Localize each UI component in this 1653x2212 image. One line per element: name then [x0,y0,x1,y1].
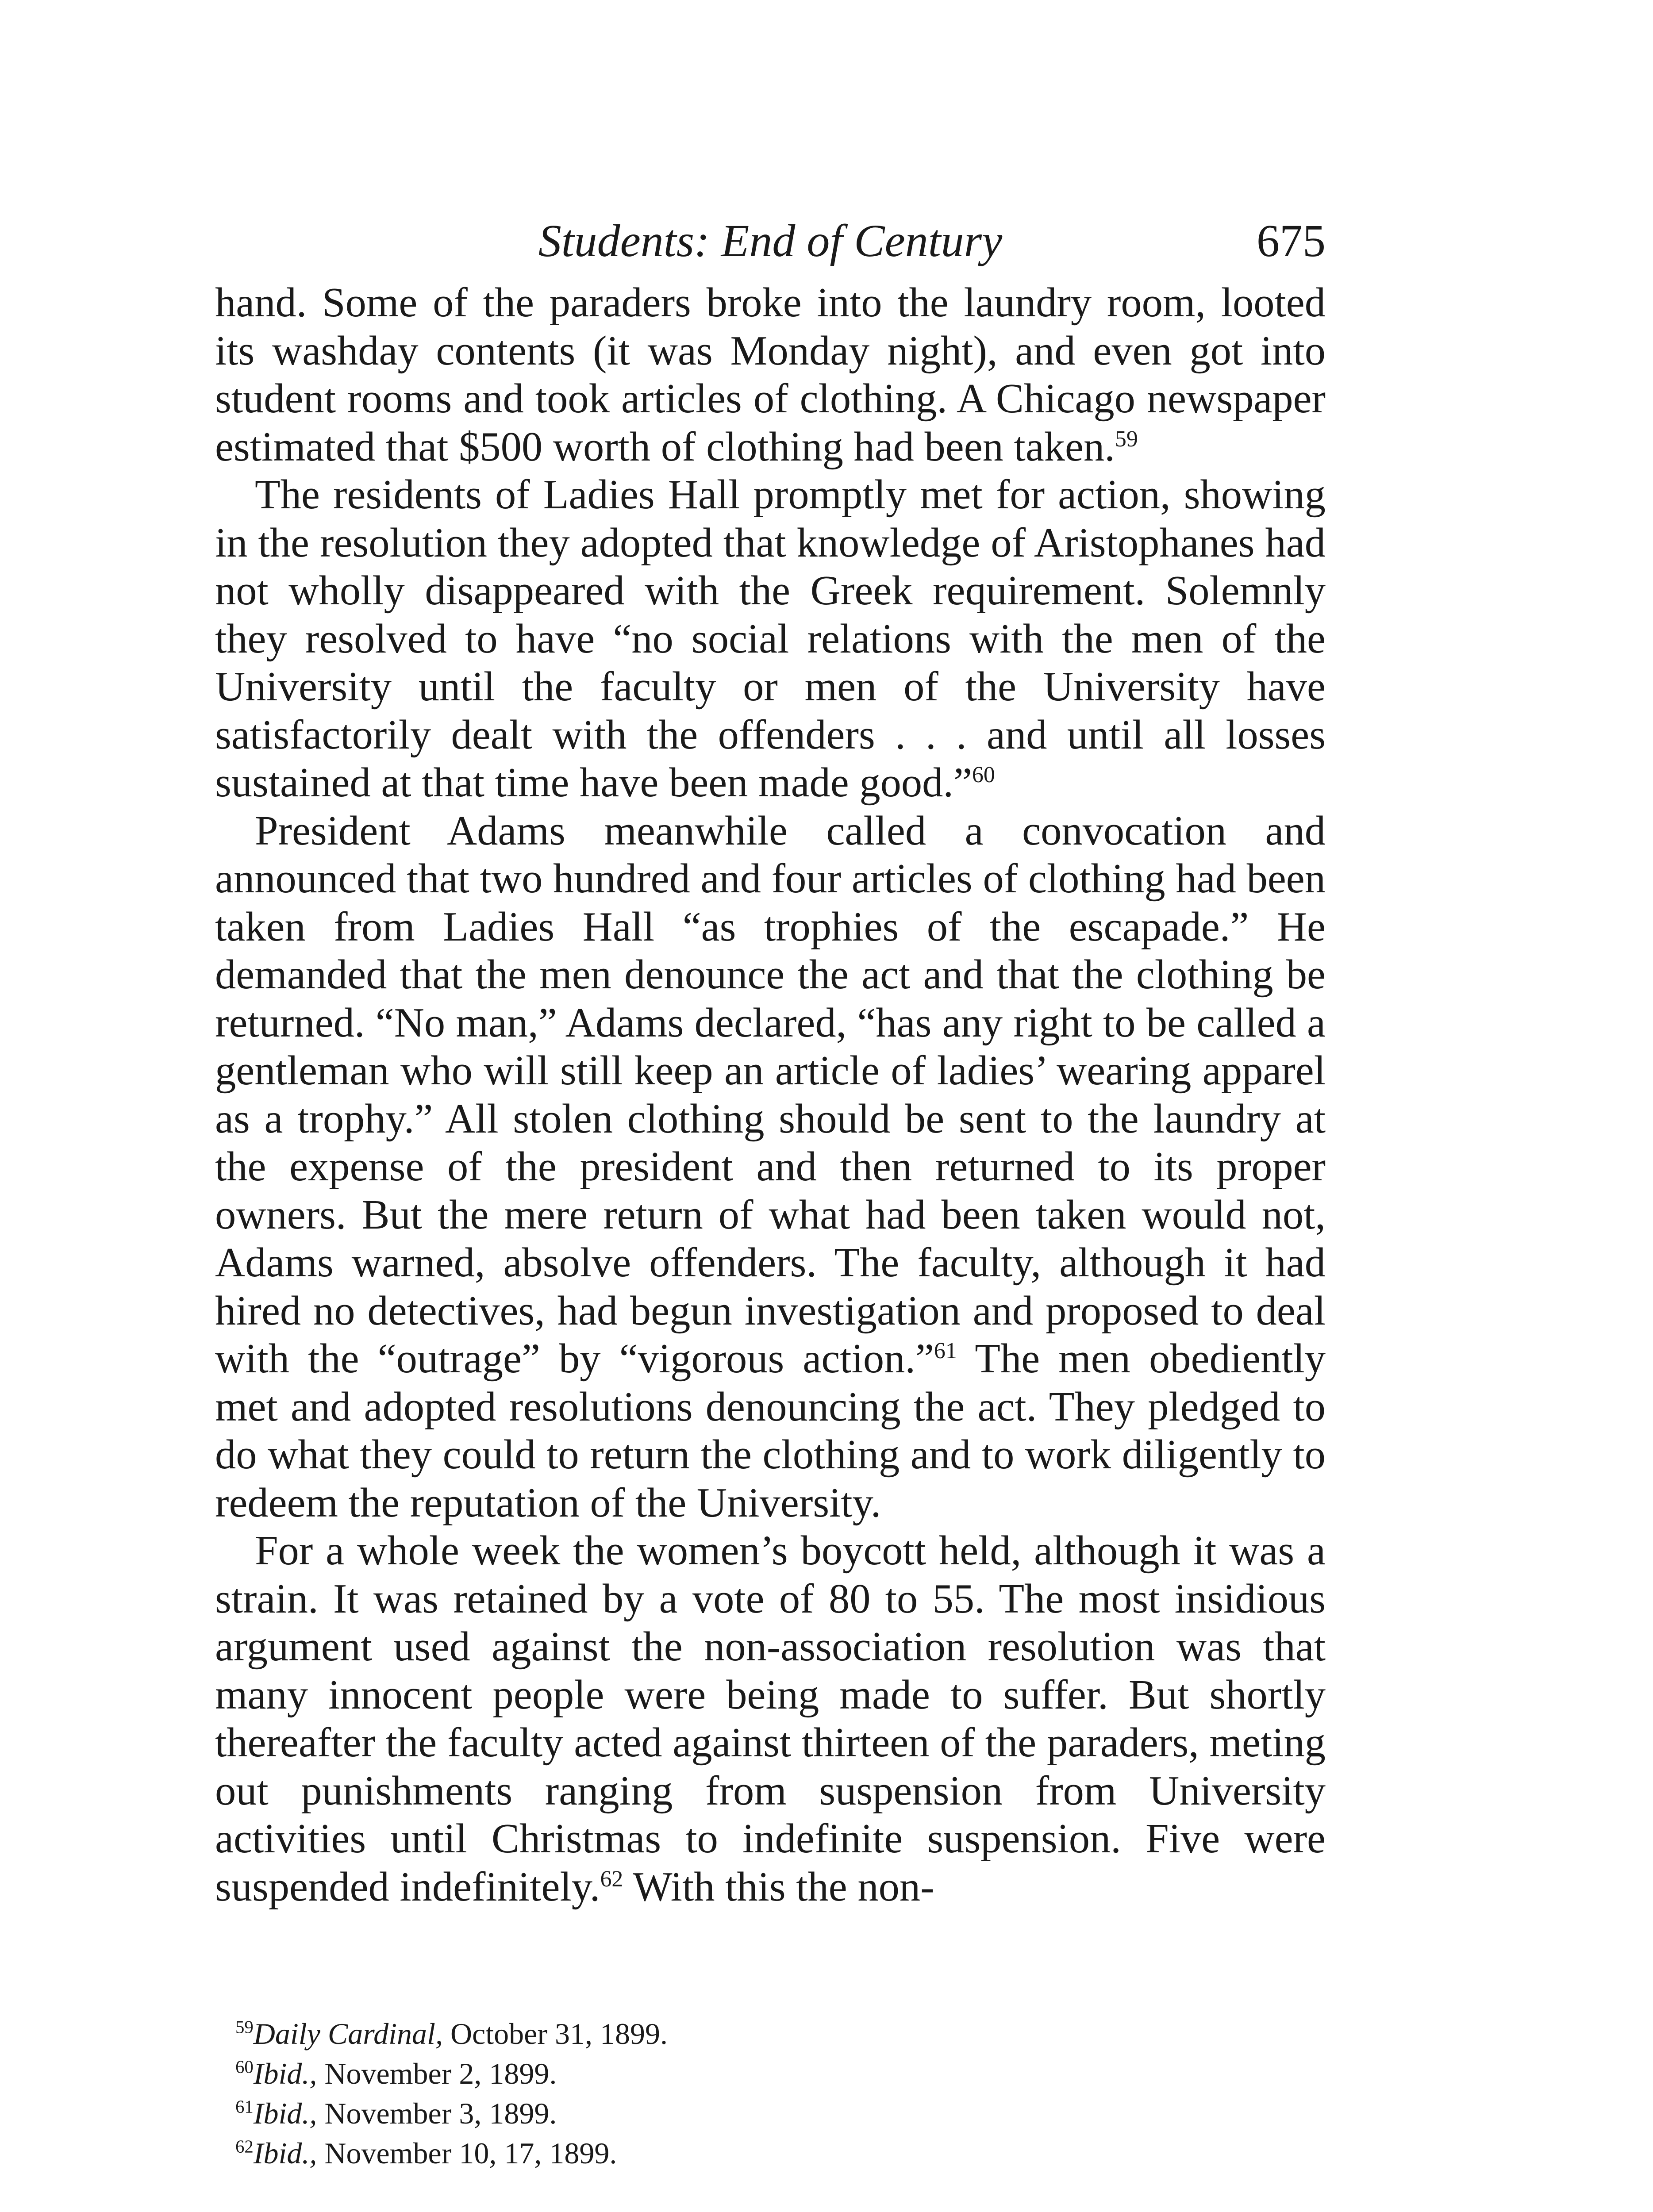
footnote-source: Ibid., [253,2136,317,2170]
footnote-source: Ibid., [253,2057,317,2090]
footnote [215,2054,1326,2093]
running-head [215,208,1326,274]
paragraph [215,1527,1326,1911]
footnotes [215,2014,1326,2173]
footnote-number: 62 [235,2136,254,2157]
footnote-number: 60 [235,2057,254,2077]
page-number: 675 [1257,215,1326,266]
paragraph-text: The residents of Ladies Hall promptly met for action, showing in the resolution they adopted that knowledge of Aristophanes had not wholly disappeared with the Greek requirement. Solemnly they resolved to have “no social relations with the men of the University until the faculty or men of the University have satisfactorily dealt with the offenders . . . and until all losses sustained at that time have been made good.” [215,472,1326,806]
footnote-source: Daily Cardinal, [253,2017,443,2051]
footnote-reference: 61 [934,1338,957,1363]
footnote-reference: 59 [1115,426,1138,452]
footnote-date: November 2, 1899. [317,2057,557,2090]
body-text [215,279,1326,1911]
footnote-date: October 31, 1899. [442,2017,668,2051]
footnote-source: Ibid., [253,2097,317,2130]
paragraph [215,279,1326,471]
paragraph-text: With this the non- [623,1863,934,1910]
running-title: Students: End of Century [538,215,1003,266]
footnote [215,2093,1326,2133]
paragraph [215,471,1326,807]
footnote [215,2133,1326,2173]
footnote-number: 59 [235,2017,254,2037]
paragraph-text: The men obediently met and adopted resolutions denouncing the act. They pledged to do what they could to return the clothing and to work diligently to redeem the reputation of the University. [215,1336,1326,1526]
footnote-reference: 62 [600,1866,623,1892]
paragraph [215,807,1326,1527]
footnote-date: November 3, 1899. [317,2097,557,2130]
paragraph-text: hand. Some of the paraders broke into the laundry room, looted its washday contents (it was Monday night), and even got into student rooms and took articles of clothing. A Chicago newspaper estimated that $500 worth of clothing had been taken. [215,280,1326,470]
footnote-number: 61 [235,2097,254,2117]
footnote-date: November 10, 17, 1899. [317,2136,617,2170]
paragraph-text: For a whole week the women’s boycott held, although it was a strain. It was retained by a vote of 80 to 55. The most insidious argument used against the non-association resolution was that many innocent people were being made to suffer. But shortly thereafter the faculty acted against thirteen of the paraders, meting out punishments ranging from suspension from University activities until Christmas to indefinite suspension. Five were suspended indefinitely. [215,1528,1326,1910]
footnote [215,2014,1326,2054]
footnote-reference: 60 [972,762,995,787]
paragraph-text: President Adams meanwhile called a convocation and announced that two hundred and four articles of clothing had been taken from Ladies Hall “as trophies of the escapade.” He demanded that the men denounce the act and that the clothing be returned. “No man,” Adams declared, “has any right to be called a gentleman who will still keep an article of ladies’ wearing apparel as a trophy.” All stolen clothing should be sent to the laundry at the expense of the president and then returned to its proper owners. But the mere return of what had been taken would not, Adams warned, absolve offenders. The faculty, although it had hired no detectives, had begun investigation and proposed to deal with the “outrage” by “vigorous action.” [215,807,1326,1382]
